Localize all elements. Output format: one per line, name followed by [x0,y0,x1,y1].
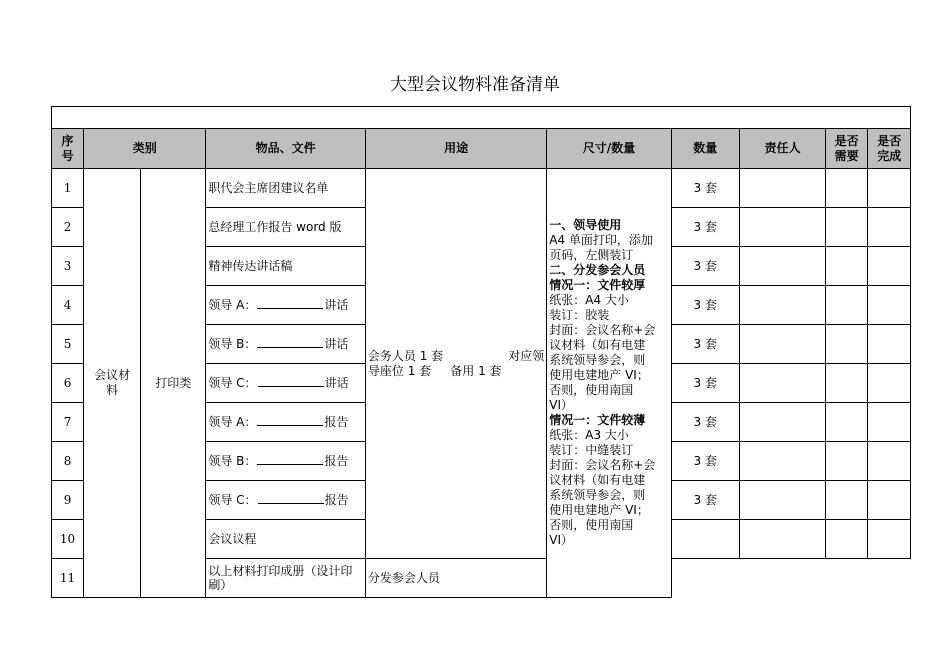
size-spec-line: 情况一：文件较薄 [549,413,646,427]
size-spec-line: 纸张：A4 大小 [549,293,629,307]
needed-cell[interactable] [825,520,867,559]
needed-cell[interactable] [825,364,867,403]
owner-cell[interactable] [739,208,825,247]
done-cell[interactable] [868,403,911,442]
row-number: 1 [52,169,84,208]
usage-line4: 备用 1 套 [450,363,502,378]
needed-cell[interactable] [825,169,867,208]
done-cell[interactable] [868,286,911,325]
header-done-line2: 完成 [877,148,902,163]
size-spec-line: 否则，使用南国 [549,383,634,397]
needed-cell[interactable] [825,247,867,286]
table-row [52,169,911,208]
usage-line1: 会务人员 1 套 [367,348,444,363]
item-name: 职代会主席团建议名单 [206,169,366,208]
header-qty: 数量 [671,129,739,169]
owner-cell[interactable] [739,403,825,442]
size-spec-line: 封面：会议名称+会 [549,323,656,337]
owner-cell[interactable] [739,442,825,481]
item-name [206,481,366,520]
fill-in-blank[interactable] [257,336,323,348]
fill-in-blank[interactable] [258,492,324,504]
item-suffix: 讲话 [324,337,349,351]
item-suffix: 报告 [324,454,349,468]
item-suffix: 报告 [324,415,349,429]
size-spec-line: 使用电建地产 VI； [549,503,649,517]
page-title: 大型会议物料准备清单 [390,75,560,95]
size-spec-line: 系统领导参会，则 [549,488,646,502]
needed-cell[interactable] [825,442,867,481]
item-prefix: 领导 C： [208,493,257,507]
header-done-line1: 是否 [877,133,902,148]
header-needed-line1: 是否 [834,133,859,148]
usage-line3: 导座位 1 套 [367,363,432,378]
usage-line2: 对应领 [508,348,545,363]
row-number: 11 [52,559,84,598]
fill-in-blank[interactable] [258,375,324,387]
item-name: 以上材料打印成册（设计印刷） [206,559,366,598]
qty-cell: 3 套 [671,481,739,520]
size-spec-lines [549,218,668,548]
item-suffix: 报告 [324,493,349,507]
item-prefix: 领导 A： [208,415,257,429]
usage-main-cell [365,169,546,559]
row-number: 4 [52,286,84,325]
owner-cell[interactable] [739,325,825,364]
header-usage: 用途 [365,129,546,169]
row-number: 7 [52,403,84,442]
category-main-line2: 料 [106,383,119,397]
qty-cell [671,520,739,559]
owner-cell[interactable] [739,364,825,403]
size-spec-line: 一、领导使用 [549,218,622,232]
needed-cell[interactable] [825,481,867,520]
qty-cell: 3 套 [671,403,739,442]
row-number: 10 [52,520,84,559]
done-cell[interactable] [868,208,911,247]
needed-cell[interactable] [825,403,867,442]
category-sub-cell: 打印类 [141,169,206,598]
item-suffix: 讲话 [324,376,349,390]
done-cell[interactable] [868,325,911,364]
row-number: 3 [52,247,84,286]
header-row [52,129,911,169]
size-spec-line: 使用电建地产 VI； [549,368,649,382]
qty-cell: 3 套 [671,364,739,403]
header-done [868,129,911,169]
header-seq [52,129,84,169]
item-name: 会议议程 [206,520,366,559]
item-name [206,364,366,403]
category-main-cell [84,169,141,598]
size-spec-cell [547,169,671,598]
header-seq-line1: 序 [61,133,74,148]
usage-cell: 分发参会人员 [365,559,546,598]
item-prefix: 领导 A： [208,298,257,312]
done-cell[interactable] [868,520,911,559]
row-number: 9 [52,481,84,520]
size-spec-line: 装订：中缝装订 [549,443,634,457]
item-name [206,442,366,481]
category-main-line1: 会议材 [94,368,131,382]
item-prefix: 领导 C： [208,376,257,390]
blank-top-cell [52,107,911,129]
size-spec-line: VI） [549,533,573,547]
size-spec-line: 议材料（如有电建 [549,473,646,487]
qty-cell: 3 套 [671,169,739,208]
blank-top-row [52,107,911,129]
item-prefix: 领导 B： [208,454,257,468]
row-number: 5 [52,325,84,364]
size-spec-line: 装订：胶装 [549,308,610,322]
empty-trailing-cell [671,559,910,598]
done-cell[interactable] [868,169,911,208]
owner-cell[interactable] [739,481,825,520]
row-number: 2 [52,208,84,247]
qty-cell: 3 套 [671,325,739,364]
owner-cell[interactable] [739,247,825,286]
qty-cell: 3 套 [671,286,739,325]
size-spec-line: 纸张：A3 大小 [549,428,629,442]
needed-cell[interactable] [825,325,867,364]
size-spec-line: 页码，左侧装订 [549,248,634,262]
header-owner: 责任人 [739,129,825,169]
item-suffix: 讲话 [324,298,349,312]
done-cell[interactable] [868,364,911,403]
item-name [206,325,366,364]
header-item: 物品、文件 [206,129,366,169]
qty-cell: 3 套 [671,247,739,286]
owner-cell[interactable] [739,286,825,325]
materials-table [51,106,911,598]
item-prefix: 领导 B： [208,337,257,351]
fill-in-blank[interactable] [257,453,323,465]
size-spec-line: 二、分发参会人员 [549,263,646,277]
header-category: 类别 [84,129,206,169]
qty-cell: 3 套 [671,208,739,247]
row-number: 6 [52,364,84,403]
size-spec-line: 封面：会议名称+会 [549,458,656,472]
size-spec-line: 情况一：文件较厚 [549,278,646,292]
item-name: 精神传达讲话稿 [206,247,366,286]
size-spec-line: A4 单面打印，添加 [549,233,653,247]
size-spec-line: VI） [549,398,573,412]
owner-cell[interactable] [739,169,825,208]
item-name: 总经理工作报告 word 版 [206,208,366,247]
size-spec-line: 议材料（如有电建 [549,338,646,352]
done-cell[interactable] [868,247,911,286]
needed-cell[interactable] [825,286,867,325]
header-needed-line2: 需要 [834,148,859,163]
size-spec-line: 否则，使用南国 [549,518,634,532]
qty-cell: 3 套 [671,442,739,481]
header-size: 尺寸/数量 [547,129,671,169]
size-spec-line: 系统领导参会，则 [549,353,646,367]
item-name [206,403,366,442]
header-needed [825,129,867,169]
header-seq-line2: 号 [61,148,74,163]
item-name [206,286,366,325]
row-number: 8 [52,442,84,481]
done-cell[interactable] [868,442,911,481]
needed-cell[interactable] [825,208,867,247]
done-cell[interactable] [868,481,911,520]
fill-in-blank[interactable] [257,414,323,426]
owner-cell[interactable] [739,520,825,559]
fill-in-blank[interactable] [257,297,323,309]
